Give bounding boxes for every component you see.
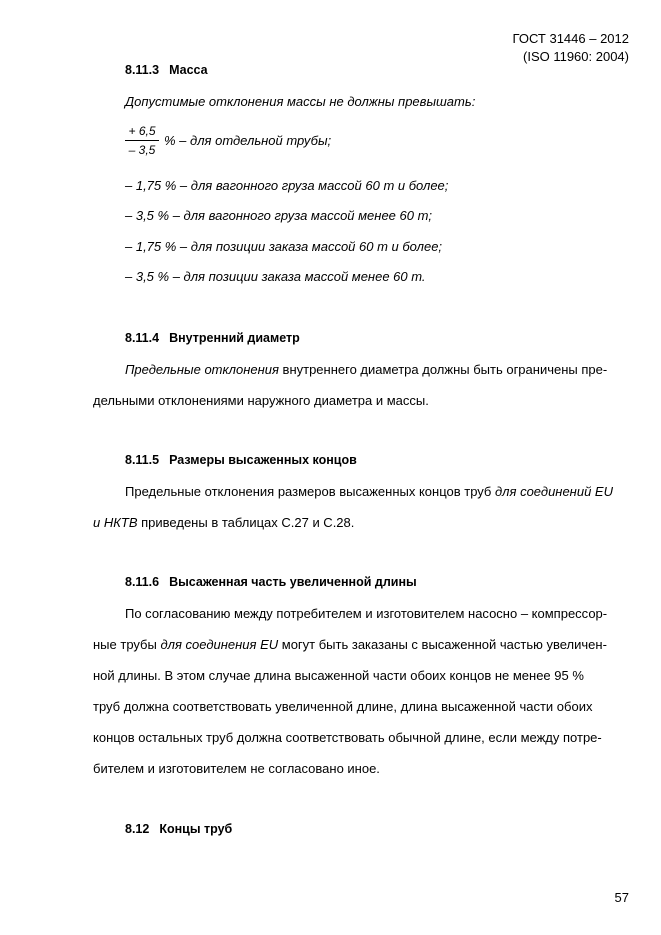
section-title: Масса [169, 63, 208, 77]
text-run: Предельные отклонения размеров высаженных концов труб [125, 484, 495, 499]
fraction-denominator: – 3,5 [128, 143, 156, 157]
mass-item: – 3,5 % – для вагонного груза массой менее 60 т; [125, 208, 433, 223]
section-heading-8-11-5 [125, 453, 357, 467]
mass-item: – 1,75 % – для вагонного груза массой 60 т и более; [125, 178, 449, 193]
section-number: 8.12 [125, 822, 150, 836]
italic-term: для соединения EU [160, 637, 279, 652]
text-run: ные трубы [93, 637, 161, 652]
paragraph-line: бителем и изготовителем не согласовано иное. [93, 761, 380, 776]
fraction-bar [125, 140, 159, 141]
section-number: 8.11.3 [125, 63, 160, 77]
fraction-numerator: + 6,5 [128, 124, 156, 138]
section-number: 8.11.4 [125, 331, 160, 345]
text-run: внутреннего диаметра должны быть ограничены пре- [278, 362, 608, 377]
fraction-description: % – для отдельной трубы; [164, 133, 332, 148]
mass-item: – 1,75 % – для позиции заказа массой 60 т и более; [125, 239, 443, 254]
paragraph-line [125, 362, 607, 377]
mass-intro: Допустимые отклонения массы не должны превышать: [125, 94, 476, 109]
italic-term: для соединений EU [495, 484, 613, 499]
section-title: Высаженная часть увеличенной длины [169, 575, 417, 589]
section-number: 8.11.6 [125, 575, 160, 589]
section-heading-8-11-3 [125, 63, 208, 77]
section-number: 8.11.5 [125, 453, 160, 467]
section-title: Концы труб [159, 822, 233, 836]
paragraph-line [93, 637, 607, 652]
text-run: могут быть заказаны с высаженной частью увеличен- [278, 637, 607, 652]
paragraph-line: По согласованию между потребителем и изготовителем насосно – компрессор- [125, 606, 608, 621]
italic-term: и НКТВ [93, 515, 138, 530]
paragraph-line: концов остальных труб должна соответствовать обычной длине, если между потре- [93, 730, 602, 745]
text-run: приведены в таблицах С.27 и С.28. [137, 515, 355, 530]
section-heading-8-11-4 [125, 331, 300, 345]
paragraph-line: дельными отклонениями наружного диаметра и массы. [93, 393, 429, 408]
section-heading-8-12 [125, 822, 232, 836]
mass-item: – 3,5 % – для позиции заказа массой менее 60 т. [125, 269, 426, 284]
paragraph-line [125, 484, 613, 499]
paragraph-line [93, 515, 354, 530]
document-header [513, 30, 629, 66]
iso-reference: (ISO 11960: 2004) [523, 49, 629, 64]
paragraph-line: ной длины. В этом случае длина высаженной части обоих концов не менее 95 % [93, 668, 584, 683]
tolerance-fraction [125, 124, 159, 158]
section-title: Размеры высаженных концов [169, 453, 357, 467]
paragraph-line: труб должна соответствовать увеличенной длине, длина высаженной части обоих [93, 699, 593, 714]
section-heading-8-11-6 [125, 575, 417, 589]
section-title: Внутренний диаметр [169, 331, 300, 345]
standard-number: ГОСТ 31446 – 2012 [512, 31, 629, 46]
italic-term: Предельные отклонения [125, 362, 279, 377]
page-number: 57 [614, 890, 629, 905]
